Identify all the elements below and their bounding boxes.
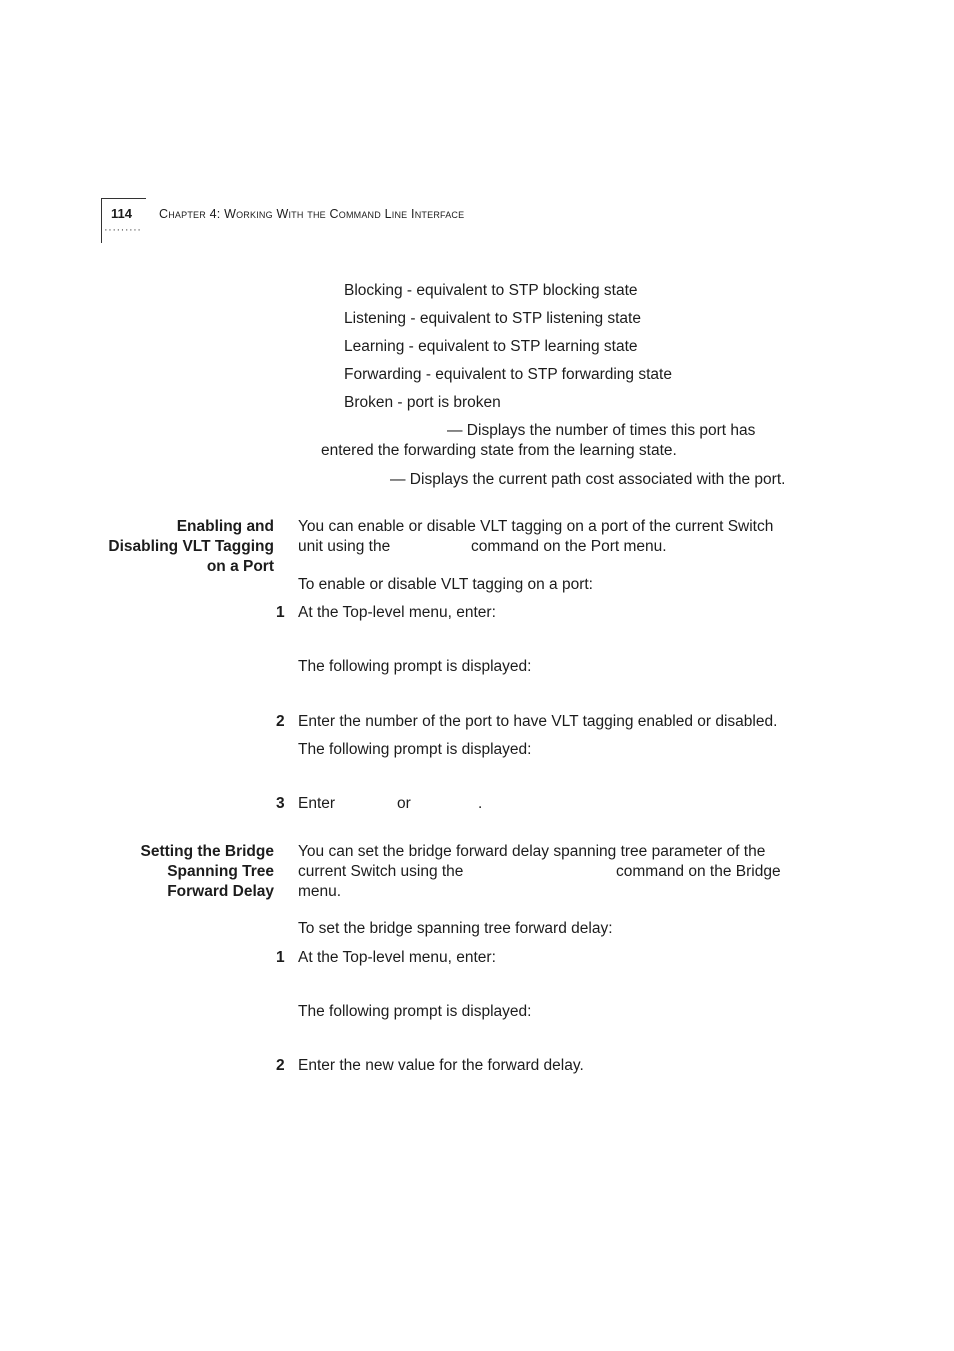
- stp-intro-cont: current Switch using the: [298, 863, 464, 880]
- vlt-step-number: 2: [276, 713, 285, 730]
- state-learning: Learning - equivalent to STP learning state: [344, 338, 638, 355]
- stp-step-number: 2: [276, 1057, 285, 1074]
- vlt-intro: You can enable or disable VLT tagging on a port of the current Switch: [298, 518, 774, 535]
- stp-section-heading: [141, 842, 274, 902]
- stp-intro-cont-c: menu.: [298, 883, 342, 900]
- stp-lead: To set the bridge spanning tree forward delay:: [298, 920, 613, 937]
- vlt-prompt-text: The following prompt is displayed:: [298, 741, 532, 758]
- header-dots: ·········: [104, 224, 142, 236]
- stp-step-text: Enter the new value for the forward delay.: [298, 1057, 584, 1074]
- state-listening: Listening - equivalent to STP listening state: [344, 310, 641, 327]
- vlt-step-number: 1: [276, 604, 285, 621]
- vlt-step-text: At the Top-level menu, enter:: [298, 604, 496, 621]
- vlt-step-text: Enter the number of the port to have VLT tagging enabled or disabled.: [298, 713, 778, 730]
- state-broken: Broken - port is broken: [344, 394, 501, 411]
- vlt-step-number: 3: [276, 795, 285, 812]
- vlt-section-heading: [108, 517, 274, 577]
- vlt-heading-line: on a Port: [206, 558, 274, 575]
- path-cost-desc: — Displays the current path cost associated with the port.: [390, 471, 786, 488]
- vlt-heading-line: Disabling VLT Tagging: [108, 538, 274, 555]
- vlt-step-text: or: [397, 795, 411, 812]
- stp-intro-cont-b: command on the Bridge: [616, 863, 781, 880]
- vlt-prompt-text: The following prompt is displayed:: [298, 658, 532, 675]
- forward-transitions-desc-cont: entered the forwarding state from the learning state.: [321, 442, 677, 459]
- vlt-intro-cont-b: command on the Port menu.: [471, 538, 667, 555]
- stp-heading-line: Forward Delay: [167, 883, 274, 900]
- page-number: 114: [111, 206, 132, 221]
- stp-heading-line: Setting the Bridge: [140, 843, 274, 860]
- forward-transitions-desc: — Displays the number of times this port has: [447, 422, 756, 439]
- stp-prompt-text: The following prompt is displayed:: [298, 1003, 532, 1020]
- stp-step-number: 1: [276, 949, 285, 966]
- stp-heading-line: Spanning Tree: [167, 863, 274, 880]
- vlt-intro-cont: unit using the: [298, 538, 391, 555]
- vlt-lead: To enable or disable VLT tagging on a port:: [298, 576, 593, 593]
- chapter-title: Chapter 4: Working With the Command Line Interface: [159, 207, 465, 221]
- state-blocking: Blocking - equivalent to STP blocking state: [344, 282, 638, 299]
- stp-intro: You can set the bridge forward delay spanning tree parameter of the: [298, 843, 766, 860]
- vlt-step-text: Enter: [298, 795, 336, 812]
- vlt-heading-line: Enabling and: [176, 518, 274, 535]
- state-forwarding: Forwarding - equivalent to STP forwarding state: [344, 366, 672, 383]
- vlt-step-text: .: [478, 795, 483, 812]
- stp-step-text: At the Top-level menu, enter:: [298, 949, 496, 966]
